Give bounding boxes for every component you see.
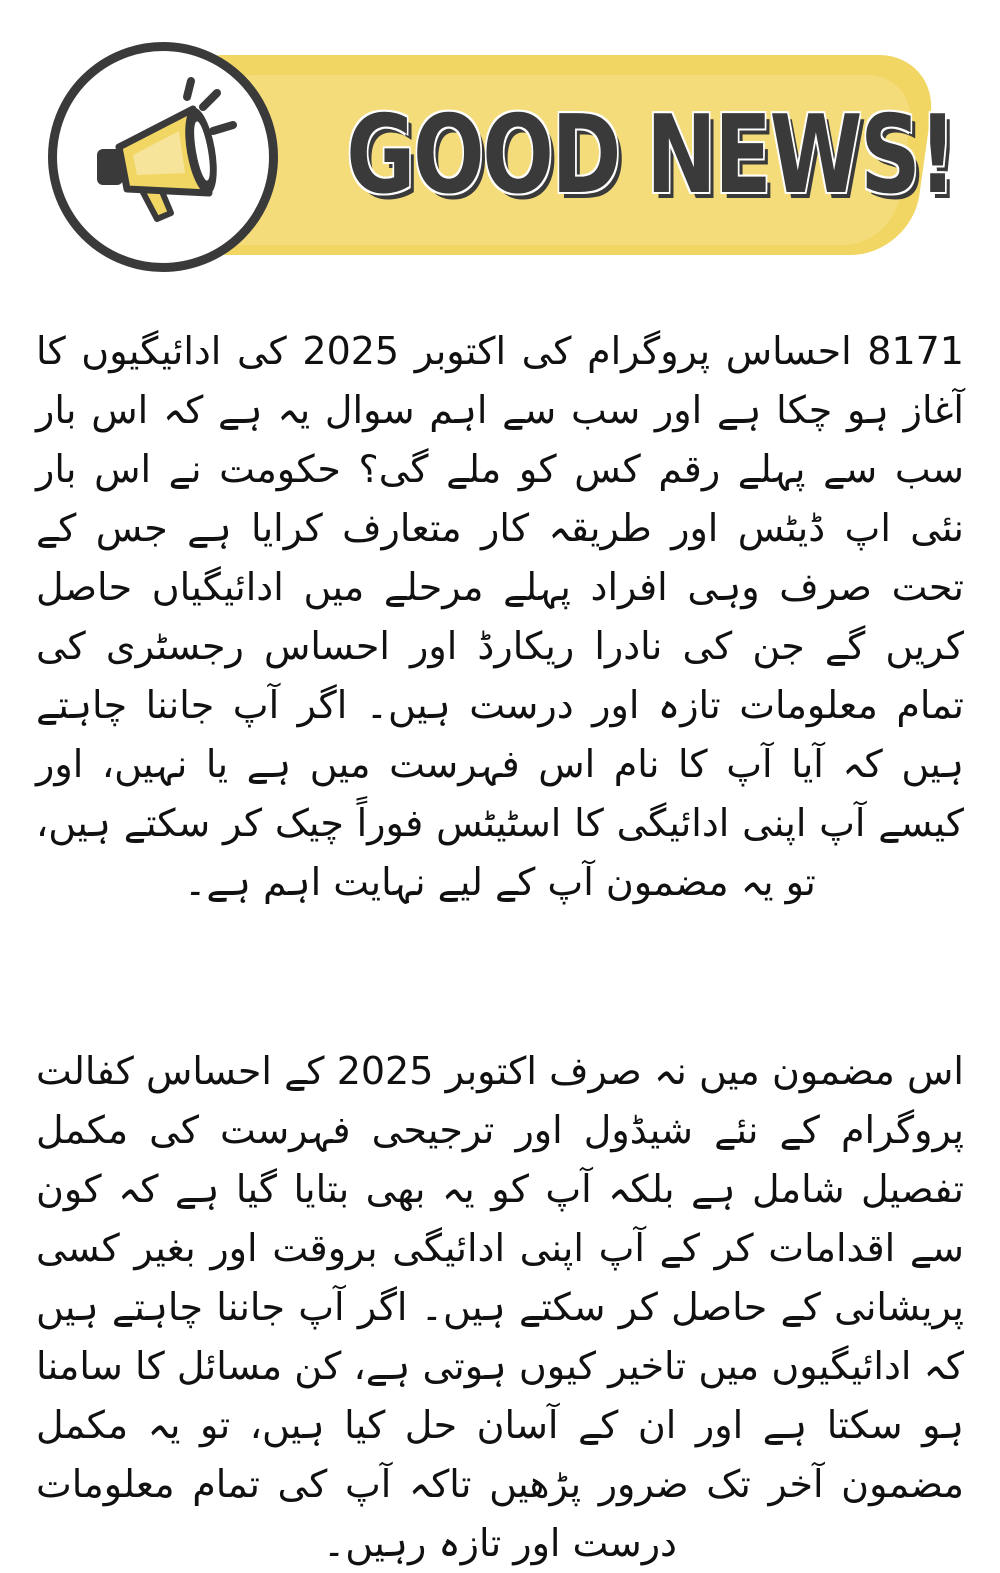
article-paragraph: اس مضمون میں نہ صرف اکتوبر 2025 کے احساس کفالت پروگرام کے نئے شیڈول اور ترجیحی فہرست کی مکمل تفصیل شامل ہے بلکہ آپ کو یہ بھی بتایا گیا ہے کہ کون سے اقدامات کر کے آپ اپنی ادائیگی بروقت اور بغیر کسی پریشانی کے حاصل کر سکتے ہیں۔ اگر آپ جاننا چاہتے ہیں کہ ادائیگیوں میں تاخیر کیوں ہوتی ہے، کن مسائل کا سامنا ہو سکتا ہے اور ان کے آسان حل کیا ہیں، تو یہ مکمل مضمون آخر تک ضرور پڑھیں تاکہ آپ کی تمام معلومات درست اور تازہ رہیں۔ <box>36 1049 965 1565</box>
banner-title: GOOD NEWS! <box>346 93 955 218</box>
megaphone-icon <box>75 69 251 245</box>
good-news-banner <box>0 0 1000 290</box>
megaphone-badge <box>48 42 278 272</box>
article-paragraph: 8171 احساس پروگرام کی اکتوبر 2025 کی ادائیگیوں کا آغاز ہو چکا ہے اور سب سے اہم سوال یہ ہے کہ اس بار سب سے پہلے رقم کس کو ملے گی؟ حکومت نے اس بار نئی اپ ڈیٹس اور طریقہ کار متعارف کرایا ہے جس کے تحت صرف وہی افراد پہلے مرحلے میں ادائیگیاں حاصل کریں گے جن کی نادرا ریکارڈ اور احساس رجسٹری کی تمام معلومات تازہ اور درست ہیں۔ اگر آپ جاننا چاہتے ہیں کہ آیا آپ کا نام اس فہرست میں ہے یا نہیں، اور کیسے آپ اپنی ادائیگی کا اسٹیٹس فوراً چیک کر سکتے ہیں، تو یہ مضمون آپ کے لیے نہایت اہم ہے۔ <box>36 329 964 904</box>
article-body <box>36 322 964 1573</box>
